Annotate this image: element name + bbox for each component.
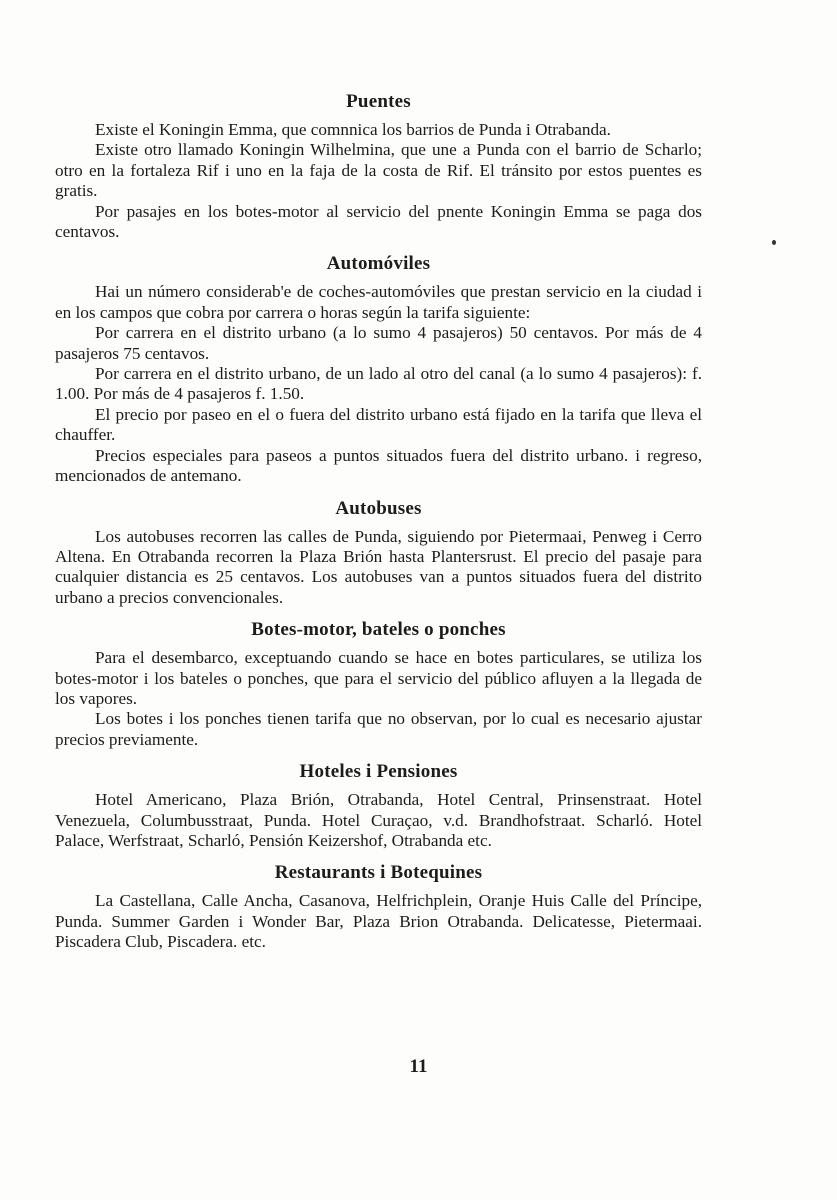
- paragraph: Existe otro llamado Koningin Wilhelmina, que une a Punda con el barrio de Scharlo; otro en la fortaleza Rif i uno en la faja de la costa de Rif. El tránsito por estos puentes es gratis.: [55, 140, 702, 201]
- section-title: Autobuses: [335, 497, 422, 519]
- paragraph: La Castellana, Calle Ancha, Casanova, Helfrichplein, Oranje Huis Calle del Príncipe, Punda. Summer Garden i Wonder Bar, Plaza Brion Otrabanda. Delicatesse, Pietermaai. Piscadera Club, Piscadera. etc.: [55, 891, 702, 952]
- paragraph: Por carrera en el distrito urbano (a lo sumo 4 pasajeros) 50 centavos. Por más de 4 pasajeros 75 centavos.: [55, 323, 702, 363]
- paragraph: Hai un número considerab'e de coches-automóviles que prestan servicio en la ciudad i en los campos que cobra por carrera o horas según la tarifa siguiente:: [55, 282, 702, 322]
- section-title: Hoteles i Pensiones: [299, 761, 458, 783]
- section-title: Automóviles: [326, 253, 431, 275]
- paragraph: Existe el Koningin Emma, que comnnica los barrios de Punda i Otrabanda.: [95, 120, 611, 139]
- section-botes-motor: [55, 618, 702, 750]
- section-restaurants: [55, 861, 702, 952]
- section-autobuses: [55, 497, 702, 609]
- section-title: Botes-motor, bateles o ponches: [251, 619, 506, 641]
- paragraph: Los autobuses recorren las calles de Punda, siguiendo por Pietermaai, Penweg i Cerro Altena. En Otrabanda recorren la Plaza Brión hasta Plantersrust. El precio del pasaje para cualquier distancia es 25 centavos. Los autobuses van a puntos situados fuera del distrito urbano a precios convencionales.: [55, 526, 702, 607]
- paragraph: Para el desembarco, exceptuando cuando se hace en botes particulares, se utiliza los botes-motor i los bateles o ponches, que para el servicio del público afluyen a la llegada de los vapores.: [55, 648, 702, 708]
- section-title: Puentes: [346, 91, 411, 112]
- ink-speck: [772, 240, 776, 245]
- section-puentes: [55, 90, 702, 242]
- paragraph: El precio por paseo en el o fuera del distrito urbano está fijado en la tarifa que lleva el chauffer.: [55, 404, 702, 445]
- paragraph: Por carrera en el distrito urbano, de un lado al otro del canal (a lo sumo 4 pasajeros): f. 1.00. Por más de 4 pasajeros f. 1.50.: [55, 364, 702, 404]
- paragraph: Los botes i los ponches tienen tarifa que no observan, por lo cual es necesario ajustar precios previamente.: [55, 709, 702, 749]
- section-title: Restaurants i Botequines: [274, 862, 483, 884]
- page-body: [55, 90, 702, 963]
- section-hoteles: [55, 760, 702, 851]
- paragraph: Precios especiales para paseos a puntos situados fuera del distrito urbano. i regreso, mencionados de antemano.: [55, 445, 702, 486]
- paragraph: Por pasajes en los botes-motor al servicio del pnente Koningin Emma se paga dos centavos.: [55, 201, 702, 242]
- paragraph: Hotel Americano, Plaza Brión, Otrabanda, Hotel Central, Prinsenstraat. Hotel Venezuela, Columbusstraat, Punda. Hotel Curaçao, v.d. Brandhofstraat. Scharló. Hotel Palace, Werfstraat, Scharló, Pensión Keizershof, Otrabanda etc.: [55, 790, 702, 850]
- section-automoviles: [55, 252, 702, 486]
- page-number: 11: [409, 1056, 428, 1077]
